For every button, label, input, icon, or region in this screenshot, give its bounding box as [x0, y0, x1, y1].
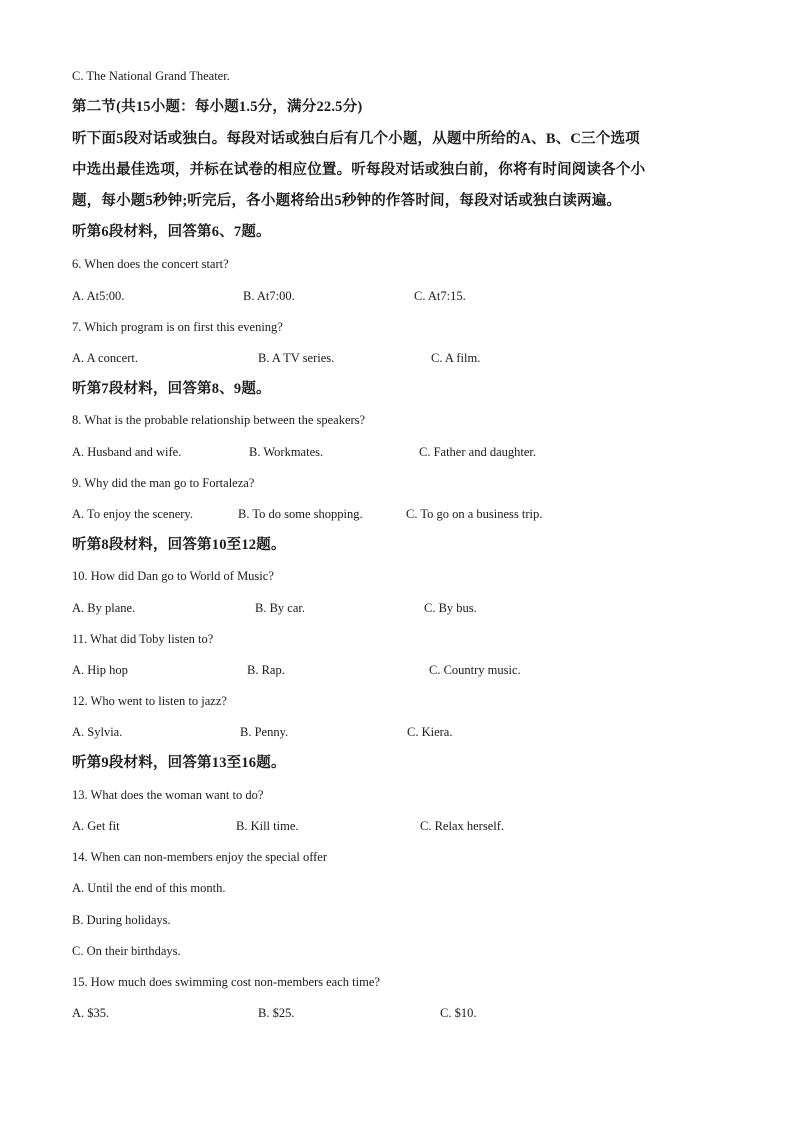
question-7: 7. Which program is on first this evening?: [72, 320, 283, 334]
group-heading-8: 听第8段材料，回答第10至12题。: [72, 537, 286, 553]
question-14-option-a: A. Until the end of this month.: [72, 881, 226, 895]
question-14-option-b: B. During holidays.: [72, 913, 171, 927]
option-a: A. $35.: [72, 1006, 110, 1020]
question-15: 15. How much does swimming cost non-members each time?: [72, 975, 380, 989]
option-c: C. To go on a business trip.: [406, 507, 543, 521]
option-c: C. $10.: [440, 1006, 477, 1020]
section-title: 第二节(共15小题：每小题1.5分，满分22.5分): [72, 99, 363, 115]
option-b: B. $25.: [258, 1006, 295, 1020]
option-c: C. Father and daughter.: [419, 445, 536, 459]
option-b: B. Kill time.: [236, 819, 299, 833]
question-9-options: [0, 506, 794, 522]
option-c: C. Relax herself.: [420, 819, 505, 833]
option-a: A. Husband and wife.: [72, 445, 182, 459]
instructions-line-2: 中选出最佳选项，并标在试卷的相应位置。听每段对话或独白前，你将有时间阅读各个小: [72, 162, 646, 178]
option-a: A. A concert.: [72, 351, 138, 365]
option-c: C. Country music.: [429, 663, 521, 677]
question-11-options: [0, 662, 794, 678]
option-a: A. By plane.: [72, 601, 136, 615]
option-a: A. Hip hop: [72, 663, 128, 677]
question-10-options: [0, 600, 794, 616]
option-b: B. Workmates.: [249, 445, 324, 459]
option-a: A. At5:00.: [72, 289, 125, 303]
option-a: A. Get fit: [72, 819, 120, 833]
option-a: A. To enjoy the scenery.: [72, 507, 193, 521]
question-9: 9. Why did the man go to Fortaleza?: [72, 476, 255, 490]
question-14: 14. When can non-members enjoy the special offer: [72, 850, 328, 864]
question-11: 11. What did Toby listen to?: [72, 632, 214, 646]
option-b: B. Rap.: [247, 663, 285, 677]
option-a: A. Sylvia.: [72, 725, 123, 739]
q5-option-c: C. The National Grand Theater.: [72, 69, 230, 83]
question-13-options: [0, 818, 794, 834]
group-heading-7: 听第7段材料，回答第8、9题。: [72, 381, 271, 397]
question-14-option-c: C. On their birthdays.: [72, 944, 181, 958]
option-b: B. To do some shopping.: [238, 507, 363, 521]
question-8-options: [0, 444, 794, 460]
option-c: C. A film.: [431, 351, 481, 365]
option-b: B. At7:00.: [243, 289, 295, 303]
option-c: C. By bus.: [424, 601, 477, 615]
option-c: C. At7:15.: [414, 289, 466, 303]
question-6-options: [0, 288, 794, 304]
group-heading-9: 听第9段材料，回答第13至16题。: [72, 755, 286, 771]
question-15-options: [0, 1005, 794, 1021]
option-b: B. By car.: [255, 601, 305, 615]
question-6: 6. When does the concert start?: [72, 257, 229, 271]
group-heading-6: 听第6段材料，回答第6、7题。: [72, 224, 271, 240]
question-13: 13. What does the woman want to do?: [72, 788, 264, 802]
question-10: 10. How did Dan go to World of Music?: [72, 569, 274, 583]
question-12-options: [0, 724, 794, 740]
option-b: B. A TV series.: [258, 351, 335, 365]
question-12: 12. Who went to listen to jazz?: [72, 694, 227, 708]
instructions-line-1: 听下面5段对话或独白。每段对话或独白后有几个小题，从题中所给的A、B、C三个选项: [72, 131, 640, 147]
question-8: 8. What is the probable relationship between the speakers?: [72, 413, 366, 427]
instructions-line-3: 题，每小题5秒钟;听完后，各小题将给出5秒钟的作答时间，每段对话或独白读两遍。: [72, 193, 622, 209]
option-c: C. Kiera.: [407, 725, 453, 739]
option-b: B. Penny.: [240, 725, 289, 739]
question-7-options: [0, 350, 794, 366]
